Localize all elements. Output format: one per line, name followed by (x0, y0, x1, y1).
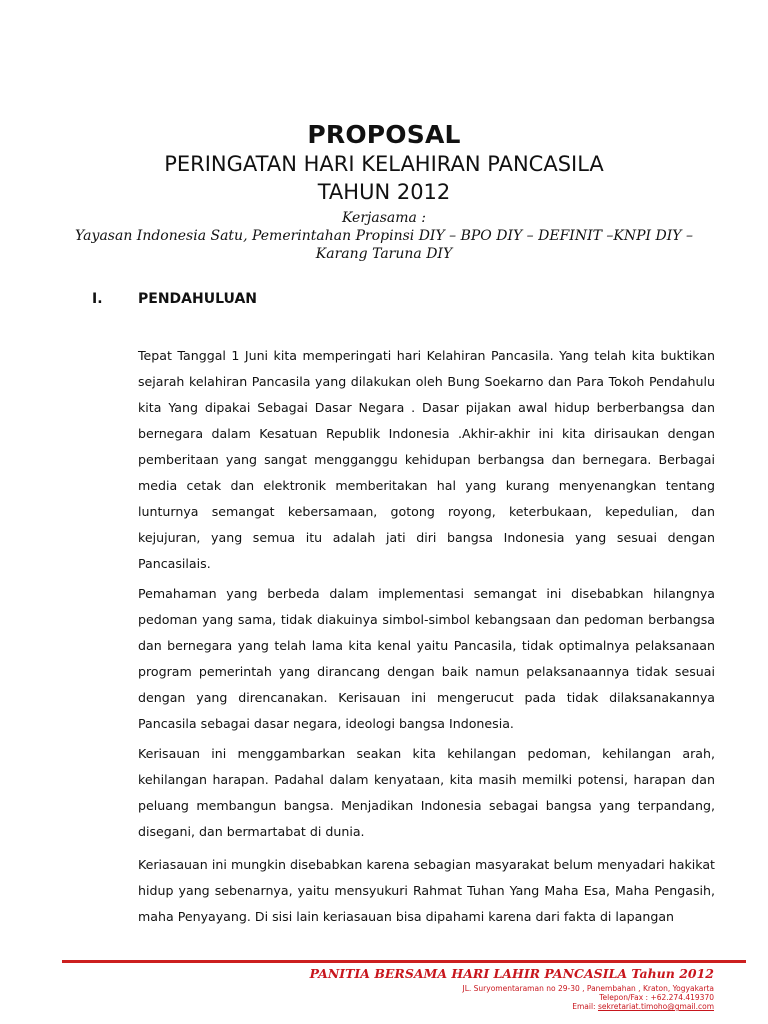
footer-address: JL. Suryomentaraman no 29-30 , Panembahan , Kraton, Yogyakarta (462, 984, 714, 993)
section-heading: PENDAHULUAN (138, 291, 257, 307)
document-subtitle-line1: PERINGATAN HARI KELAHIRAN PANCASILA (164, 152, 604, 176)
partners-line1: Yayasan Indonesia Satu, Pemerintahan Propinsi DIY – BPO DIY – DEFINIT –KNPI DIY – (75, 228, 693, 244)
section-number: I. (92, 291, 103, 307)
kerjasama-label: Kerjasama : (341, 210, 427, 226)
footer-email-label: Email: (572, 1002, 598, 1011)
footer-organization: PANITIA BERSAMA HARI LAHIR PANCASILA Tahun 2012 (309, 966, 714, 981)
document-subtitle-line2: TAHUN 2012 (317, 180, 451, 204)
document-title: PROPOSAL (307, 120, 461, 149)
paragraph-4: Keriasauan ini mungkin disebabkan karena sebagian masyarakat belum menyadari hakikat hidup yang sebenarnya, yaitu mensyukuri Rahmat Tuhan Yang Maha Esa, Maha Pengasih, maha Penyayang. Di sisi lain keriasauan bisa dipahami karena dari fakta di lapangan (138, 857, 715, 924)
footer-phone: Telepon/Fax : +62.274.419370 (599, 993, 714, 1002)
footer-divider (62, 960, 746, 963)
paragraph-2: Pemahaman yang berbeda dalam implementasi semangat ini disebabkan hilangnya pedoman yang sama, tidak diakuinya simbol-simbol kebangsaan dan pedoman berbangsa dan bernegara yang telah lama kita kenal yaitu Pancasila, tidak optimalnya pelaksanaan program pemerintah yang dirancang dengan baik namun pelaksanaannya tidak sesuai dengan yang direncanakan. Kerisauan ini mengerucut pada tidak dilaksanakannya Pancasila sebagai dasar negara, ideologi bangsa Indonesia. (138, 586, 715, 731)
paragraph-3: Kerisauan ini menggambarkan seakan kita kehilangan pedoman, kehilangan arah, kehilangan harapan. Padahal dalam kenyataan, kita masih memilki potensi, harapan dan peluang membangun bangsa. Menjadikan Indonesia sebagai bangsa yang terpandang, disegani, dan bermartabat di dunia. (138, 746, 715, 839)
partners-line2: Karang Taruna DIY (315, 246, 453, 262)
paragraph-1: Tepat Tanggal 1 Juni kita memperingati hari Kelahiran Pancasila. Yang telah kita buktikan sejarah kelahiran Pancasila yang dilakukan oleh Bung Soekarno dan Para Tokoh Pendahulu kita Yang dipakai Sebagai Dasar Negara . Dasar pijakan awal hidup berberbangsa dan bernegara dalam Kesatuan Republik Indonesia .Akhir-akhir ini kita dirisaukan dengan pemberitaan yang sangat mengganggu kehidupan berbangsa dan bernegara. Berbagai media cetak dan elektronik memberitakan hal yang kurang menyenangkan tentang lunturnya semangat kebersamaan, gotong royong, keterbukaan, kepedulian, dan kejujuran, yang semua itu adalah jati diri bangsa Indonesia yang sesuai dengan Pancasilais. (138, 348, 715, 571)
footer-email-link[interactable]: sekretariat.timoho@gmail.com (597, 1002, 714, 1011)
footer-email-row (572, 1002, 714, 1011)
